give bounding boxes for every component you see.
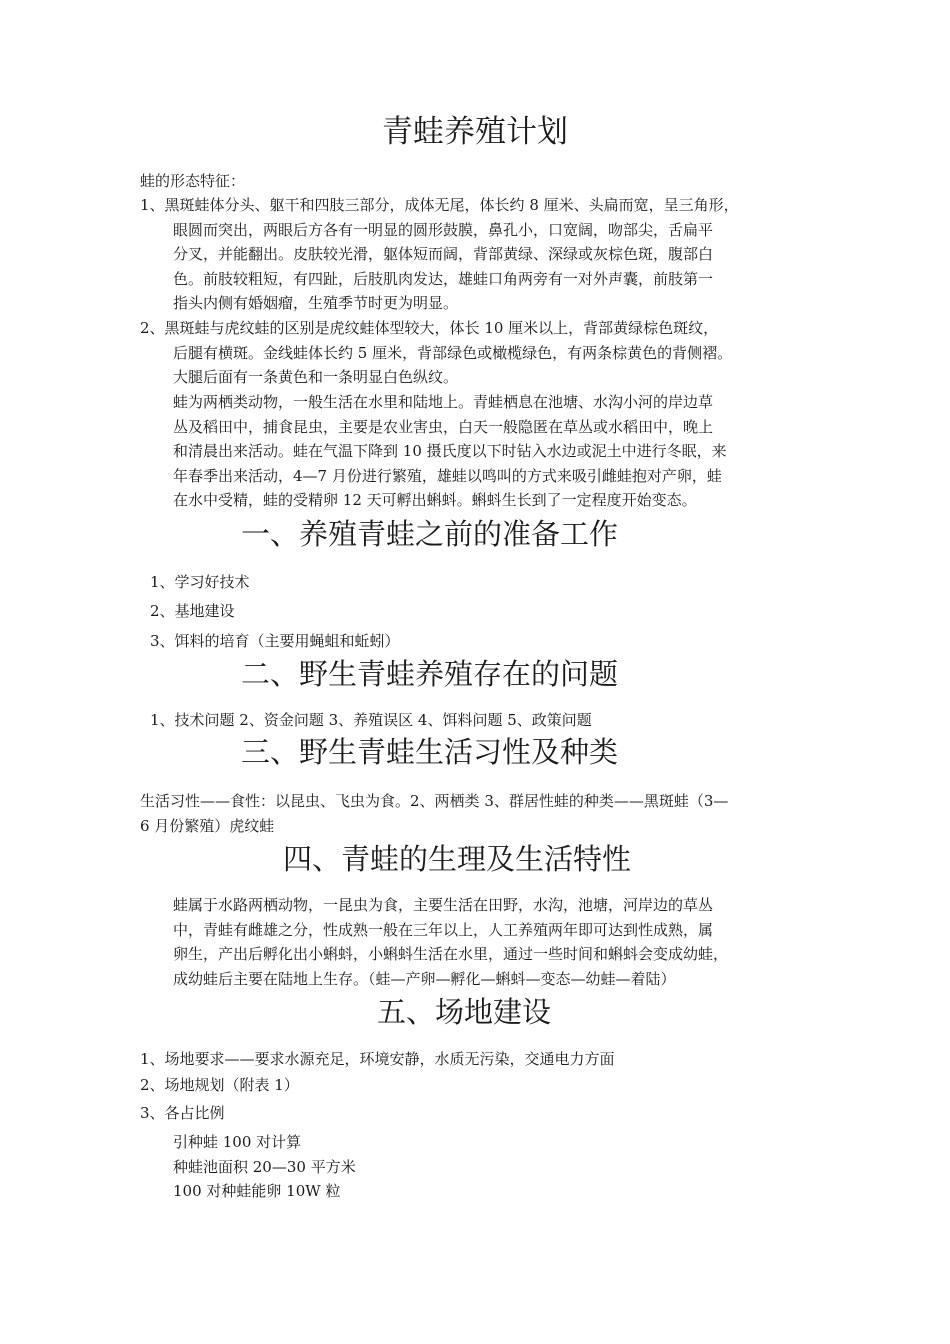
text-line: 在水中受精，蛙的受精卵 12 天可孵出蝌蚪。蝌蚪生长到了一定程度开始变态。	[173, 491, 697, 510]
text-line: 2、黑斑蛙与虎纹蛙的区别是虎纹蛙体型较大，体长 10 厘米以上，背部黄绿棕色斑纹，	[140, 319, 719, 337]
text-line: 蛙为两栖类动物，一般生活在水里和陆地上。青蛙栖息在池塘、水沟小河的岸边草	[173, 393, 714, 411]
list-item: 1、学习好技术	[150, 573, 250, 591]
morphology-heading: 蛙的形态特征：	[140, 172, 246, 190]
text-line: 1、黑斑蛙体分头、躯干和四肢三部分，成体无尾，体长约 8 厘米、头扁而宽，呈三角形，	[140, 196, 739, 214]
section-4-heading: 四、青蛙的生理及生活特性	[283, 842, 632, 876]
physiology-paragraph	[173, 893, 728, 991]
text-line: 成幼蛙后主要在陆地上生存。（蛙—产卵—孵化—蝌蚪—变态—幼蛙—着陆）	[173, 969, 676, 988]
list-item: 1、场地要求——要求水源充足，环境安静，水质无污染，交通电力方面	[140, 1050, 615, 1068]
list-item: 2、场地规划（附表 1）	[140, 1076, 299, 1094]
text-line: 中，青蛙有雌雄之分，性成熟一般在三年以上，人工养殖两年即可达到性成熟，属	[173, 920, 714, 939]
morphology-point-2	[140, 316, 732, 390]
list-item: 2、基地建设	[150, 602, 235, 620]
habitat-paragraph	[173, 390, 727, 513]
text-line: 丛及稻田中，捕食昆虫，主要是农业害虫，白天一般隐匿在草丛或水稻田中，晚上	[173, 417, 714, 436]
section-5-heading: 五、场地建设	[377, 995, 552, 1029]
text-line: 种蛙池面积 20—30 平方米	[173, 1157, 356, 1176]
text-line: 100 对种蛙能卵 10W 粒	[173, 1182, 341, 1201]
text-line: 色。前肢较粗短，有四趾，后肢肌肉发达，雄蛙口角两旁有一对外声囊，前肢第一	[173, 269, 714, 288]
text-line: 分叉，并能翻出。皮肤较光滑，躯体短而阔，背部黄绿、深绿或灰棕色斑，腹部白	[173, 245, 714, 264]
text-line: 生活习性——食性：以昆虫、飞虫为食。2、两栖类 3、群居性蛙的种类——黑斑蛙（3—	[140, 792, 729, 810]
text-line: 引种蛙 100 对计算	[173, 1133, 302, 1151]
text-line: 指头内侧有婚姻瘤，生殖季节时更为明显。	[173, 294, 459, 313]
section-2-heading: 二、野生青蛙养殖存在的问题	[241, 657, 619, 691]
habits-paragraph	[140, 789, 728, 838]
document-title: 青蛙养殖计划	[382, 114, 568, 150]
text-line: 后腿有横斑。金线蛙体长约 5 厘米，背部绿色或橄榄绿色，有两条棕黄色的背侧褶。	[173, 343, 733, 362]
morphology-point-1	[140, 193, 739, 316]
text-line: 6 月份繁殖）虎纹蛙	[140, 816, 275, 835]
text-line: 蛙属于水路两栖动物，一昆虫为食，主要生活在田野，水沟，池塘，河岸边的草丛	[173, 896, 714, 914]
section-1-heading: 一、养殖青蛙之前的准备工作	[241, 517, 619, 551]
text-line: 卵生，产出后孵化出小蝌蚪，小蝌蚪生活在水里，通过一些时间和蝌蚪会变成幼蛙，	[173, 945, 729, 964]
ratio-sublist	[173, 1130, 356, 1204]
problems-line: 1、技术问题 2、资金问题 3、养殖误区 4、饵料问题 5、政策问题	[150, 711, 592, 729]
text-line: 年春季出来活动，4—7 月份进行繁殖，雄蛙以鸣叫的方式来吸引雌蛙抱对产卵，蛙	[173, 466, 722, 485]
text-line: 和清晨出来活动。蛙在气温下降到 10 摄氏度以下时钻入水边或泥土中进行冬眠，来	[173, 442, 727, 461]
text-line: 大腿后面有一条黄色和一条明显白色纵纹。	[173, 368, 459, 387]
list-item: 3、饵料的培育（主要用蝇蛆和蚯蚓）	[150, 632, 400, 650]
list-item: 3、各占比例	[140, 1104, 225, 1122]
text-line: 眼圆而突出，两眼后方各有一明显的圆形鼓膜，鼻孔小，口宽阔，吻部尖，舌扁平	[173, 220, 714, 239]
section-3-heading: 三、野生青蛙生活习性及种类	[241, 735, 619, 769]
